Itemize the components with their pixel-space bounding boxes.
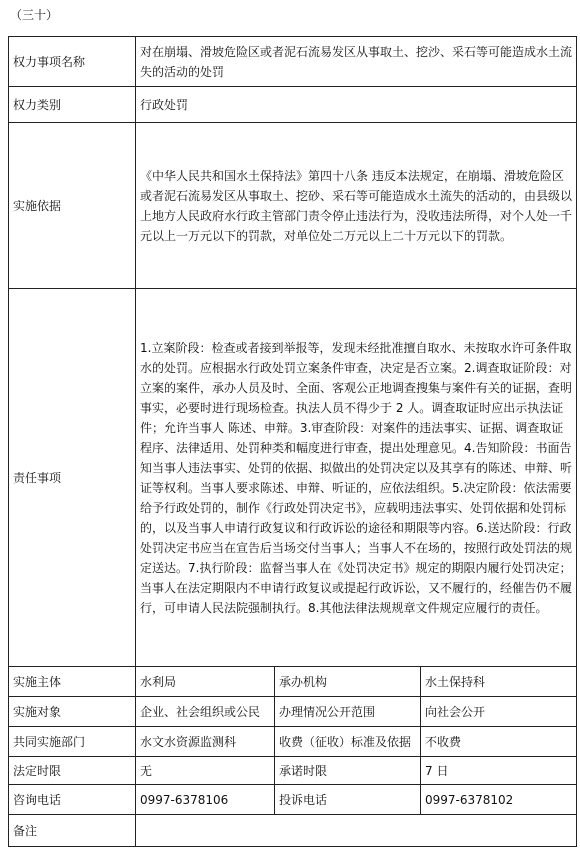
legal-time-limit-value: 无 <box>136 757 275 785</box>
disclosure-scope-value: 向社会公开 <box>421 697 577 727</box>
legal-time-limit-label: 法定时限 <box>9 757 136 785</box>
row-power-category <box>9 87 577 123</box>
promised-time-limit-label: 承诺时限 <box>275 757 421 785</box>
power-name-label: 权力事项名称 <box>9 37 136 87</box>
consult-phone-value: 0997-6378106 <box>136 785 275 815</box>
handling-agency-label: 承办机构 <box>275 667 421 697</box>
complaint-phone-label: 投诉电话 <box>275 785 421 815</box>
row-target <box>9 697 577 727</box>
target-label: 实施对象 <box>9 697 136 727</box>
target-value: 企业、社会组织或公民 <box>136 697 275 727</box>
promised-time-limit-value: 7 日 <box>421 757 577 785</box>
power-category-label: 权力类别 <box>9 87 136 123</box>
power-item-table <box>8 36 577 847</box>
power-category-value: 行政处罚 <box>136 87 577 123</box>
disclosure-scope-label: 办理情况公开范围 <box>275 697 421 727</box>
responsibility-value: 1.立案阶段：检查或者接到举报等，发现未经批准擅自取水、未按取水许可条件取水的处罚。应根据水行政处罚立案条件审查，决定是否立案。2.调查取证阶段：对立案的案件，承办人员及时、全面、客观公正地调查搜集与案件有关的证据，查明事实，必要时进行现场检查。执法人员不得少于 2 人。调查取证时应出示执法证件；允许当事人 陈述、申辩。3.审查阶段：对案件的违法事实、证据、调查取证程序、法律适用、处罚种类和幅度进行审查，提出处理意见。4.告知阶段：书面告知当事人违法事实、处罚的依据、拟做出的处罚决定以及其享有的陈述、申辩、听证等权利。当事人要求陈述、申辩、听证的，应依法组织。5.决定阶段：依法需要给予行政处罚的，制作《行政处罚决定书》，应载明违法事实、处罚依据和处罚标的，以及当事人申请行政复议和行政诉讼的途径和期限等内容。6.送达阶段：行政处罚决定书应当在宣告后当场交付当事人；当事人不在场的，按照行政处罚法的规定送达。7.执行阶段：监督当事人在《处罚决定书》规定的期限内履行处罚决定；当事人在法定期限内不申请行政复议或提起行政诉讼，又不履行的，经催告仍不履行，可申请人民法院强制执行。8.其他法律法规规章文件规定应履行的责任。 <box>136 289 577 667</box>
row-implementing-subject <box>9 667 577 697</box>
row-time-limit <box>9 757 577 785</box>
row-joint-department <box>9 727 577 757</box>
row-legal-basis <box>9 123 577 289</box>
fee-standard-label: 收费（征收）标准及依据 <box>275 727 421 757</box>
row-responsibility <box>9 289 577 667</box>
legal-basis-label: 实施依据 <box>9 123 136 289</box>
implementing-subject-value: 水利局 <box>136 667 275 697</box>
section-number: （三十） <box>10 8 59 22</box>
remarks-value <box>136 815 577 847</box>
legal-basis-value: 《中华人民共和国水土保持法》第四十八条 违反本法规定，在崩塌、滑坡危险区或者泥石流易发区从事取土、挖砂、采石等可能造成水土流失的活动的，由县级以上地方人民政府水行政主管部门责令停止违法行为，没收违法所得，对个人处一千元以上一万元以下的罚款，对单位处二万元以上二十万元以下的罚款。 <box>136 123 577 289</box>
consult-phone-label: 咨询电话 <box>9 785 136 815</box>
joint-department-value: 水文水资源监测科 <box>136 727 275 757</box>
handling-agency-value: 水土保持科 <box>421 667 577 697</box>
complaint-phone-value: 0997-6378102 <box>421 785 577 815</box>
row-phone <box>9 785 577 815</box>
implementing-subject-label: 实施主体 <box>9 667 136 697</box>
power-name-value: 对在崩塌、滑坡危险区或者泥石流易发区从事取土、挖沙、采石等可能造成水土流失的活动的处罚 <box>136 37 577 87</box>
responsibility-label: 责任事项 <box>9 289 136 667</box>
fee-standard-value: 不收费 <box>421 727 577 757</box>
row-remarks <box>9 815 577 847</box>
remarks-label: 备注 <box>9 815 136 847</box>
joint-department-label: 共同实施部门 <box>9 727 136 757</box>
row-power-name <box>9 37 577 87</box>
